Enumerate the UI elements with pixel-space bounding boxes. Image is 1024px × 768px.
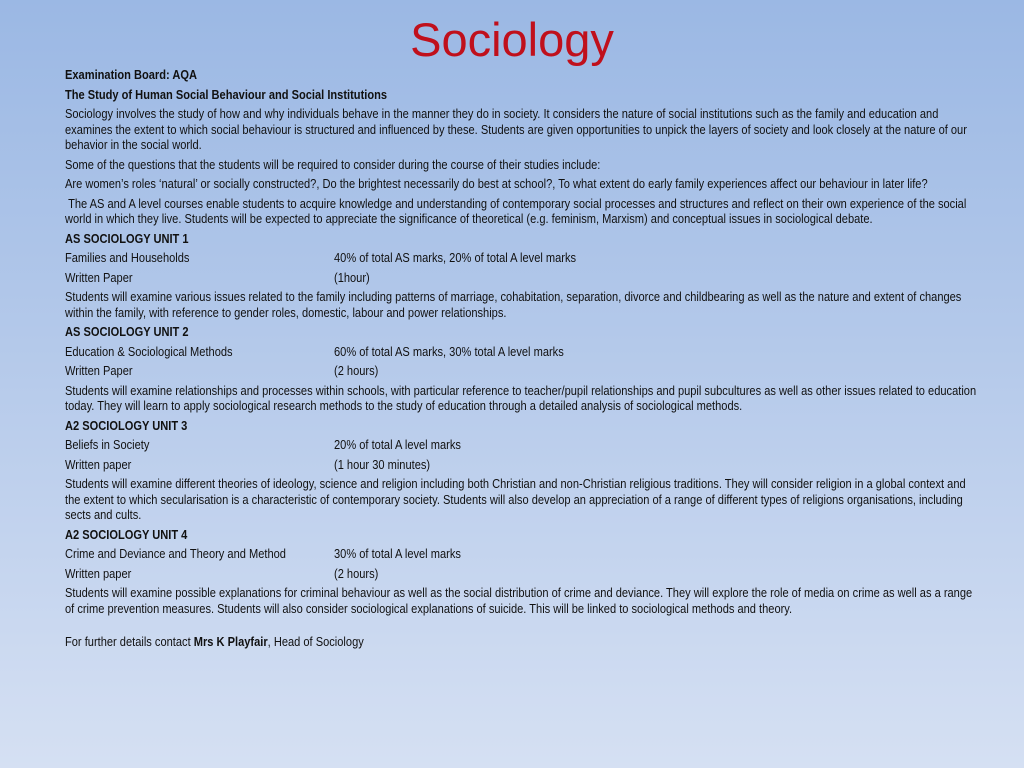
unit-topic-row — [65, 438, 983, 454]
unit-paper: Written Paper — [65, 364, 133, 378]
unit-topic-row — [65, 547, 983, 563]
unit-weight: 40% of total AS marks, 20% of total A level marks — [334, 251, 577, 265]
courses-paragraph: The AS and A level courses enable students to acquire knowledge and understanding of contemporary social processes and structures and reflect on their own experience of the social world in which they live. Students will be expected to appreciate the significance of theoretical (e.g. feminism, Marxism) and conceptual issues in sociological debate. — [65, 196, 970, 226]
unit-paper-row — [65, 271, 983, 287]
exam-board: Examination Board: AQA — [65, 68, 197, 82]
unit-paper-row — [65, 458, 983, 474]
unit-paper-row — [65, 567, 983, 583]
contact-line — [65, 635, 983, 651]
intro-paragraph: Sociology involves the study of how and why individuals behave in the manner they do in society. It considers the nature of social institutions such as the family and education and examines the extent to which social behaviour is structured and influenced by these. Students are given opportunities to unpick the layers of society and look closely at the nature of our behavior in the social world. — [65, 107, 967, 152]
unit-topic: Beliefs in Society — [65, 438, 150, 452]
unit-weight: 60% of total AS marks, 30% total A level marks — [334, 344, 564, 359]
contact-prefix: For further details contact — [65, 635, 194, 649]
page-title: Sociology — [410, 13, 614, 66]
unit-heading: A2 SOCIOLOGY UNIT 4 — [65, 527, 188, 542]
unit-paper: Written paper — [65, 566, 132, 581]
unit-paper: Written Paper — [65, 270, 133, 285]
contact-suffix: , Head of Sociology — [267, 635, 364, 649]
unit-topic: Crime and Deviance and Theory and Method — [65, 547, 286, 561]
unit-section — [65, 232, 983, 322]
unit-section — [65, 325, 983, 415]
unit-section — [65, 419, 983, 524]
unit-weight: 30% of total A level marks — [334, 547, 461, 561]
questions-intro: Some of the questions that the students will be required to consider during the course of their studies include: — [65, 157, 601, 172]
unit-weight: 20% of total A level marks — [334, 438, 461, 452]
unit-description: Students will examine relationships and processes within schools, with particular reference to teacher/pupil relationships and pupil subcultures as well as other issues related to education today. They will learn to apply sociological research methods to the study of education through a detailed analysis of sociological methods. — [65, 383, 977, 413]
slide-content — [65, 68, 983, 655]
unit-description: Students will examine possible explanations for criminal behaviour as well as the social distribution of crime and deviance. They will explore the role of media on crime as well as a range of crime prevention measures. Students will also consider sociological explanations of suicide. This will be linked to sociological methods and theory. — [65, 586, 973, 616]
unit-topic: Families and Households — [65, 251, 190, 265]
unit-duration: (1hour) — [334, 270, 370, 285]
unit-description: Students will examine various issues related to the family including patterns of marriage, cohabitation, separation, divorce and childbearing as well as the nature and extent of changes within the family, with reference to gender roles, domestic, labour and power relationships. — [65, 290, 962, 320]
subtitle: The Study of Human Social Behaviour and Social Institutions — [65, 87, 388, 102]
unit-paper: Written paper — [65, 457, 132, 472]
unit-heading: AS SOCIOLOGY UNIT 1 — [65, 231, 189, 246]
contact-name: Mrs K Playfair — [193, 635, 268, 649]
unit-duration: (2 hours) — [334, 364, 379, 378]
unit-topic-row — [65, 251, 983, 267]
questions-paragraph: Are women’s roles ‘natural’ or socially constructed?, Do the brightest necessarily do best at school?, To what extent do early family experiences affect our behaviour in later life? — [65, 177, 928, 191]
unit-description: Students will examine different theories of ideology, science and religion including both Christian and non-Christian religious traditions. They will consider religion in a global context and the extent to which secularisation is a characteristic of contemporary society. Students will also develop an appreciation of a range of different types of religions organisations, including sects and cults. — [65, 477, 966, 522]
unit-section — [65, 528, 983, 618]
unit-duration: (2 hours) — [334, 566, 379, 581]
unit-paper-row — [65, 364, 983, 380]
unit-heading: AS SOCIOLOGY UNIT 2 — [65, 325, 189, 339]
unit-duration: (1 hour 30 minutes) — [334, 457, 431, 472]
unit-topic-row — [65, 345, 983, 361]
unit-topic: Education & Sociological Methods — [65, 344, 233, 359]
unit-heading: A2 SOCIOLOGY UNIT 3 — [65, 418, 188, 433]
